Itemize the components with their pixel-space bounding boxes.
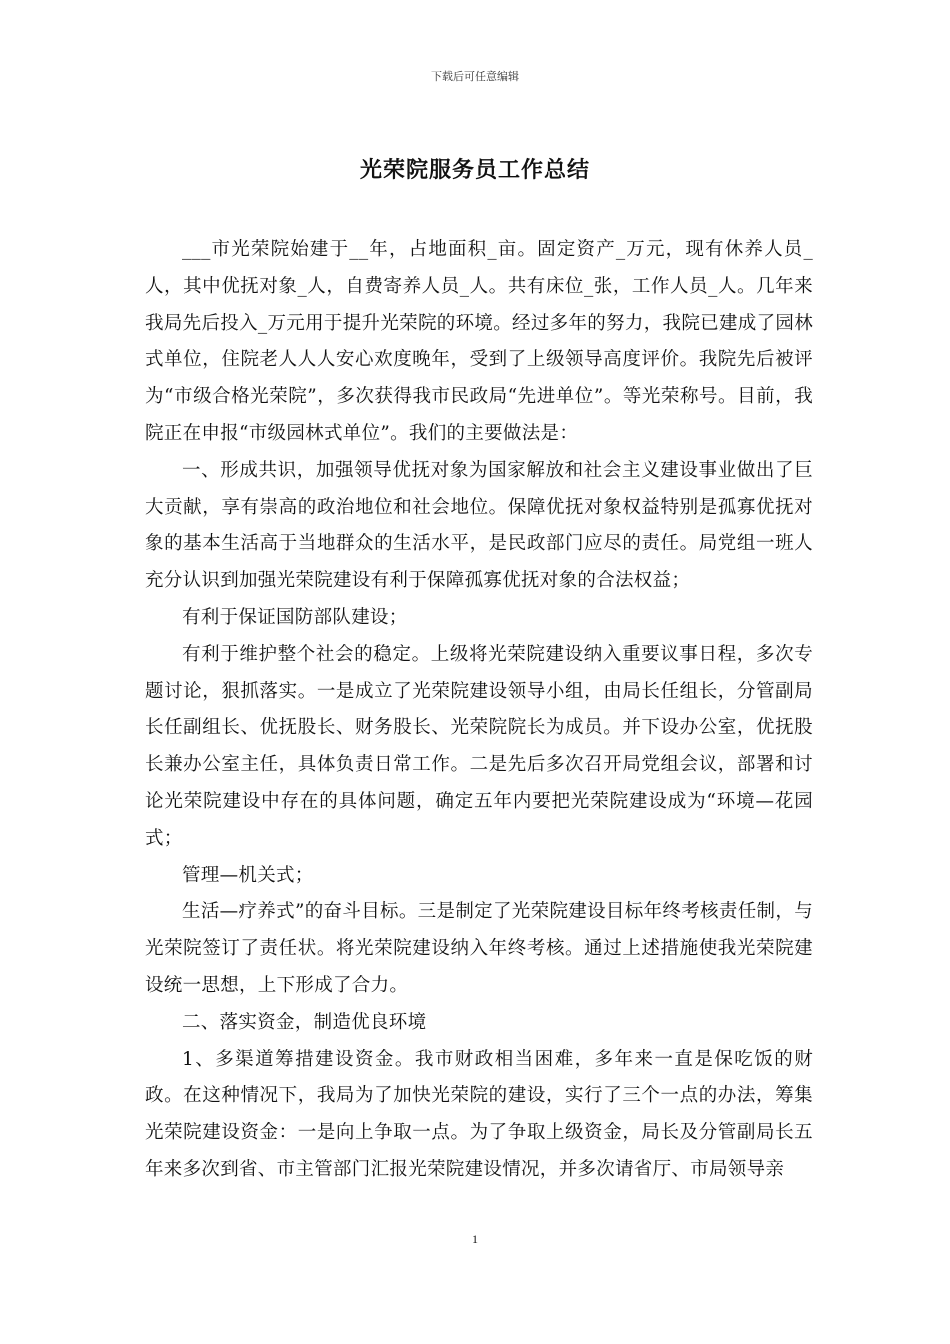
document-body [145, 232, 813, 1189]
header-note: 下载后可任意编辑 [431, 70, 519, 83]
document-title: 光荣院服务员工作总结 [359, 158, 590, 183]
paragraph-section-2-heading: 二、落实资金，制造优良环境 [182, 1011, 427, 1033]
paragraph-management: 管理—机关式； [182, 864, 314, 886]
paragraph-intro: ___市光荣院始建于__年，占地面积_亩。固定资产_万元，现有休养人员_人，其中优抚对象_人，自费寄养人员_人。共有床位_张，工作人员_人。几年来我局先后投入_万元用于提升光荣院的环境。经过多年的努力，我院已建成了园林式单位，住院老人人人安心欢度晚年，受到了上级领导高度评价。我院先后被评为“市级合格光荣院”，多次获得我市民政局“先进单位”。等光荣称号。目前，我院正在申报“市级园林式单位”。我们的主要做法是： [145, 239, 813, 444]
paragraph-funding: 1、多渠道筹措建设资金。我市财政相当困难，多年来一直是保吃饭的财政。在这种情况下，我局为了加快光荣院的建设，实行了三个一点的办法，筹集光荣院建设资金：一是向上争取一点。为了争取上级资金，局长及分管副局长五年来多次到省、市主管部门汇报光荣院建设情况，并多次请省厅、市局领导亲 [145, 1048, 813, 1180]
page-number: 1 [472, 1232, 478, 1246]
paragraph-national-defense: 有利于保证国防部队建设； [182, 606, 408, 628]
paragraph-social-stability: 有利于维护整个社会的稳定。上级将光荣院建设纳入重要议事日程，多次专题讨论，狠抓落实。一是成立了光荣院建设领导小组，由局长任组长，分管副局长任副组长、优抚股长、财务股长、光荣院院长为成员。并下设办公室，优抚股长兼办公室主任，具体负责日常工作。二是先后多次召开局党组会议，部署和讨论光荣院建设中存在的具体问题，确定五年内要把光荣院建设成为“环境—花园式； [145, 643, 813, 849]
paragraph-section-1: 一、形成共识，加强领导优抚对象为国家解放和社会主义建设事业做出了巨大贡献，享有崇高的政治地位和社会地位。保障优抚对象权益特别是孤寡优抚对象的基本生活高于当地群众的生活水平，是民政部门应尽的责任。局党组一班人充分认识到加强光荣院建设有利于保障孤寡优抚对象的合法权益； [145, 459, 813, 592]
paragraph-goals: 生活—疗养式”的奋斗目标。三是制定了光荣院建设目标年终考核责任制，与光荣院签订了责任状。将光荣院建设纳入年终考核。通过上述措施使我光荣院建设统一思想，上下形成了合力。 [145, 901, 813, 996]
